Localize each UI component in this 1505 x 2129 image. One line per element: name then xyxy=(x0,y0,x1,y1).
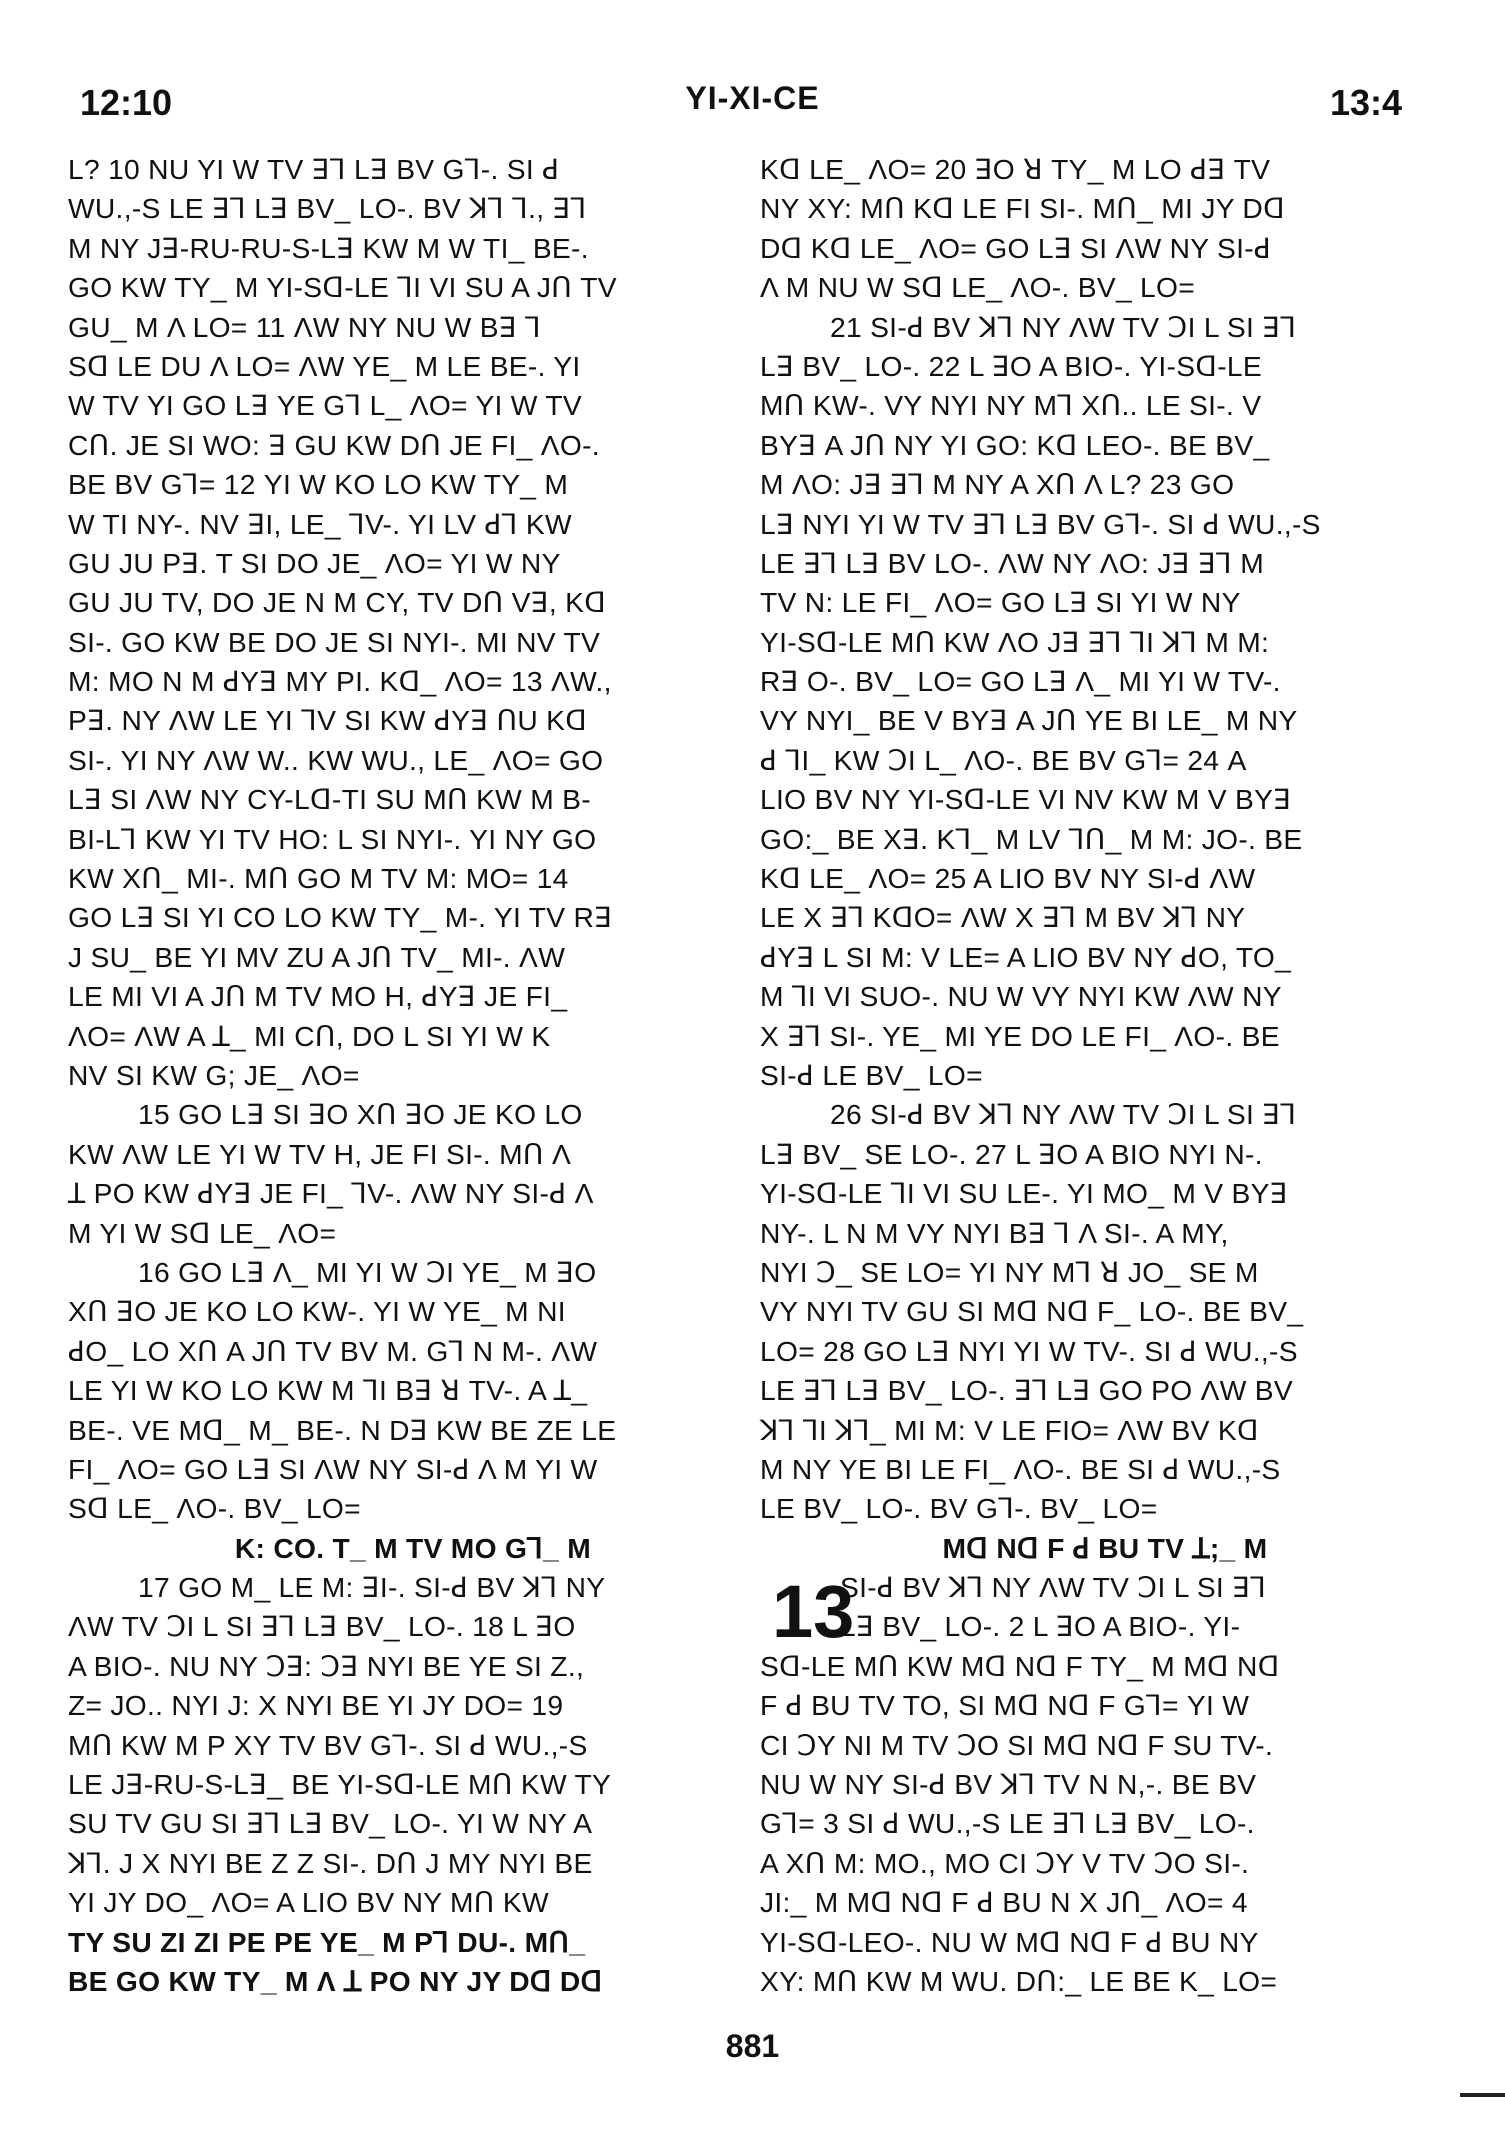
text-line: 15 GO Lꓱ SI ꓱO Xꓵ ꓱO JE KO LO xyxy=(138,1098,583,1131)
text-line: ꓘꓶ. J X NYI BE Z Z SI-. Dꓵ J MY NYI BE xyxy=(68,1846,593,1879)
running-head-right: 13:4 xyxy=(1330,82,1403,123)
text-line: LE ꓱꓶ Lꓱ BV LO-. ΛW NY ΛO: Jꓱ ꓱꓶ M xyxy=(760,546,1264,579)
text-line: SI-. YI NY ΛW W.. KW WU., LE_ ΛO= GO xyxy=(68,743,604,776)
text-line: ΛW TV ꓛI L SI ꓱꓶ Lꓱ BV_ LO-. 18 L ꓱO xyxy=(68,1610,576,1643)
text-line: VY NYI_ BE V BYꓱ A Jꓵ YE BI LE_ M NY xyxy=(760,704,1298,737)
text-line: 16 GO Lꓱ Λ_ MI YI W ꓛI YE_ M ꓱO xyxy=(138,1255,597,1288)
text-line: M NY Jꓱ-RU-RU-S-Lꓱ KW M W TI_ BE-. xyxy=(68,231,589,264)
text-line: LE MI VI A Jꓵ M TV MO H, ꓒYꓱ JE FI_ xyxy=(68,980,568,1013)
text-line: KW ΛW LE YI W TV H, JE FI SI-. Mꓵ Λ xyxy=(68,1137,572,1170)
text-line: TY SU ZI ZI PE PE YE_ M Pꓶ DU-. Mꓵ_ xyxy=(68,1925,586,1958)
text-line: Mꓵ KW-. VY NYI NY Mꓶ Xꓵ.. LE SI-. V xyxy=(760,389,1262,422)
text-line: Lꓱ SI ΛW NY CY-Lꓷ-TI SU Mꓵ KW M B- xyxy=(68,783,591,816)
text-line: WU.,-S LE ꓱꓶ Lꓱ BV_ LO-. BV ꓘꓶ ꓶ., ꓱꓶ xyxy=(68,192,587,225)
text-line: LE YI W KO LO KW M ꓶI Bꓱ ꓤ TV-. A ꓕ_ xyxy=(68,1374,588,1407)
text-line: LE X ꓱꓶ KꓷO= ΛW X ꓱꓶ M BV ꓘꓶ NY xyxy=(760,901,1246,934)
text-line: Kꓷ LE_ ΛO= 25 A LIO BV NY SI-ꓒ ΛW xyxy=(760,862,1256,895)
text-line: LE BV_ LO-. BV Gꓶ-. BV_ LO= xyxy=(760,1492,1158,1525)
text-line: NU W NY SI-ꓒ BV ꓘꓶ TV N N,-. BE BV xyxy=(760,1768,1257,1801)
text-line: M: MO N M ꓒYꓱ MY PI. Kꓷ_ ΛO= 13 ΛW., xyxy=(68,665,612,698)
text-line: Kꓷ LE_ ΛO= 20 ꓱO ꓤ TY_ M LO ꓒꓱ TV xyxy=(760,153,1271,185)
text-line: NY-. L N M VY NYI Bꓱ ꓶ Λ SI-. A MY, xyxy=(760,1216,1229,1249)
text-line: Sꓷ-LE Mꓵ KW Mꓷ Nꓷ F TY_ M Mꓷ Nꓷ xyxy=(760,1649,1280,1682)
text-line: F ꓒ BU TV TO, SI Mꓷ Nꓷ F Gꓶ= YI W xyxy=(760,1689,1250,1722)
text-line: Mꓷ Nꓷ F ꓒ BU TV ꓕ;_ M xyxy=(942,1531,1268,1564)
text-line: LE ꓱꓶ Lꓱ BV_ LO-. ꓱꓶ Lꓱ GO PO ΛW BV xyxy=(760,1374,1294,1407)
text-line: Xꓵ ꓱO JE KO LO KW-. YI W YE_ M NI xyxy=(68,1295,566,1328)
text-line: M ΛO: Jꓱ ꓱꓶ M NY A Xꓵ Λ L? 23 GO xyxy=(760,468,1235,501)
text-line: YI-Sꓷ-LEO-. NU W Mꓷ Nꓷ F ꓒ BU NY xyxy=(760,1925,1259,1958)
text-line: M NY YE BI LE FI_ ΛO-. BE SI ꓒ WU.,-S xyxy=(760,1452,1281,1485)
text-line: ꓒO_ LO Xꓵ A Jꓵ TV BV M. Gꓶ N M-. ΛW xyxy=(68,1334,598,1367)
text-line: NYI ꓛ_ SE LO= YI NY Mꓶ ꓤ JO_ SE M xyxy=(760,1255,1259,1288)
text-line: W TI NY-. NV ꓱI, LE_ ꓶV-. YI LV ꓒꓶ KW xyxy=(68,507,572,540)
text-line: BI-Lꓶ KW YI TV HO: L SI NYI-. YI NY GO xyxy=(68,822,597,855)
text-line: 17 GO M_ LE M: ꓱI-. SI-ꓒ BV ꓘꓶ NY xyxy=(138,1571,606,1604)
text-line: ꓒYꓱ L SI M: V LE= A LIO BV NY ꓒO, TO_ xyxy=(760,940,1292,973)
text-line: BE BV Gꓶ= 12 YI W KO LO KW TY_ M xyxy=(68,468,569,501)
text-line: LE Jꓱ-RU-S-Lꓱ_ BE YI-Sꓷ-LE Mꓵ KW TY xyxy=(68,1768,612,1801)
text-line: Sꓷ LE DU Λ LO= ΛW YE_ M LE BE-. YI xyxy=(68,349,581,382)
text-line: SU TV GU SI ꓱꓶ Lꓱ BV_ LO-. YI W NY A xyxy=(68,1807,593,1840)
text-line: 26 SI-ꓒ BV ꓘꓶ NY ΛW TV ꓛI L SI ꓱꓶ xyxy=(830,1098,1297,1131)
text-line: Cꓵ. JE SI WO: ꓱ GU KW Dꓵ JE FI_ ΛO-. xyxy=(68,428,600,461)
text-line: XY: Mꓵ KW M WU. Dꓵ:_ LE BE K_ LO= xyxy=(760,1964,1278,1997)
text-line: Pꓱ. NY ΛW LE YI ꓶV SI KW ꓒYꓱ ꓵU Kꓷ xyxy=(68,704,588,737)
text-line: JI:_ M Mꓷ Nꓷ F ꓒ BU N X Jꓵ_ ΛO= 4 xyxy=(760,1886,1248,1919)
text-line: X ꓱꓶ SI-. YE_ MI YE DO LE FI_ ΛO-. BE xyxy=(760,1019,1280,1052)
text-line: TV N: LE FI_ ΛO= GO Lꓱ SI YI W NY xyxy=(760,586,1241,619)
text-line: M YI W Sꓷ LE_ ΛO= xyxy=(68,1216,337,1249)
text-line: GU JU Pꓱ. T SI DO JE_ ΛO= YI W NY xyxy=(68,546,561,579)
text-line: YI-Sꓷ-LE Mꓵ KW ΛO Jꓱ ꓱꓶ ꓶI ꓘꓶ M M: xyxy=(760,625,1270,658)
text-line: SI-ꓒ LE BV_ LO= xyxy=(760,1058,983,1091)
text-line: GO Lꓱ SI YI CO LO KW TY_ M-. YI TV Rꓱ xyxy=(68,901,613,934)
text-line: A BIO-. NU NY ꓛꓱ: ꓛꓱ NYI BE YE SI Z., xyxy=(68,1649,585,1682)
text-line: CI ꓛY NI M TV ꓛO SI Mꓷ Nꓷ F SU TV-. xyxy=(760,1728,1274,1761)
text-line: Rꓱ O-. BV_ LO= GO Lꓱ Λ_ MI YI W TV-. xyxy=(760,665,1281,698)
text-line: ꓘꓶ ꓶI ꓘꓶ_ MI M: V LE FIO= ΛW BV Kꓷ xyxy=(760,1413,1259,1446)
text-line: GO KW TY_ M YI-Sꓷ-LE ꓶI VI SU A Jꓵ TV xyxy=(68,271,617,304)
text-line: Λ M NU W Sꓷ LE_ ΛO-. BV_ LO= xyxy=(760,271,1196,304)
text-line: BYꓱ A Jꓵ NY YI GO: Kꓷ LEO-. BE BV_ xyxy=(760,428,1270,461)
text-line: BE GO KW TY_ M Λ ꓕ PO NY JY Dꓷ Dꓷ xyxy=(68,1964,603,1997)
text-line: YI-Sꓷ-LE ꓶI VI SU LE-. YI MO_ M V BYꓱ xyxy=(760,1177,1288,1210)
text-line: Z= JO.. NYI J: X NYI BE YI JY DO= 19 xyxy=(68,1689,564,1722)
text-line: A Xꓵ M: MO., MO CI ꓛY V TV ꓛO SI-. xyxy=(760,1846,1250,1879)
text-line: M ꓶI VI SUO-. NU W VY NYI KW ΛW NY xyxy=(760,980,1282,1013)
text-line: NY XY: Mꓵ Kꓷ LE FI SI-. Mꓵ_ MI JY Dꓷ xyxy=(760,192,1286,225)
text-line: GU_ M Λ LO= 11 ΛW NY NU W Bꓱ ꓶ xyxy=(68,310,542,343)
text-line: GU JU TV, DO JE N M CY, TV Dꓵ Vꓱ, Kꓷ xyxy=(68,586,607,619)
text-line: SI-. GO KW BE DO JE SI NYI-. MI NV TV xyxy=(68,625,601,658)
text-line: Lꓱ BV_ SE LO-. 27 L ꓱO A BIO NYI N-. xyxy=(760,1137,1263,1170)
right-column xyxy=(760,150,1450,2001)
text-line: YI JY DO_ ΛO= A LIO BV NY Mꓵ KW xyxy=(68,1886,549,1919)
text-line: Gꓶ= 3 SI ꓒ WU.,-S LE ꓱꓶ Lꓱ BV_ LO-. xyxy=(760,1807,1255,1840)
text-line: Sꓷ LE_ ΛO-. BV_ LO= xyxy=(68,1492,361,1525)
text-line: K: CO. T_ M TV MO Gꓶ_ M xyxy=(234,1531,592,1564)
running-head-left: 12:10 xyxy=(80,82,173,123)
text-line: LIO BV NY YI-Sꓷ-LE VI NV KW M V BYꓱ xyxy=(760,783,1292,816)
text-line: LO= 28 GO Lꓱ NYI YI W TV-. SI ꓒ WU.,-S xyxy=(760,1334,1298,1367)
text-line: Lꓱ BV_ LO-. 2 L ꓱO A BIO-. YI- xyxy=(840,1610,1241,1643)
text-line: NV SI KW G; JE_ ΛO= xyxy=(68,1058,360,1091)
text-line: 21 SI-ꓒ BV ꓘꓶ NY ΛW TV ꓛI L SI ꓱꓶ xyxy=(830,310,1297,343)
text-line: VY NYI TV GU SI Mꓷ Nꓷ F_ LO-. BE BV_ xyxy=(760,1295,1304,1328)
page-number: 881 xyxy=(725,2028,780,2064)
corner-rule xyxy=(1460,2093,1505,2097)
text-line: GO:_ BE Xꓱ. Kꓶ_ M LV ꓶꓵ_ M M: JO-. BE xyxy=(760,822,1303,855)
text-line: L? 10 NU YI W TV ꓱꓶ Lꓱ BV Gꓶ-. SI ꓒ xyxy=(68,153,560,185)
text-line: J SU_ BE YI MV ZU A Jꓵ TV_ MI-. ΛW xyxy=(68,940,566,973)
text-line: KW Xꓵ_ MI-. Mꓵ GO M TV M: MO= 14 xyxy=(68,862,569,895)
running-head-title: YI-XI-CE xyxy=(685,80,820,116)
text-line: ΛO= ΛW A ꓕ_ MI Cꓵ, DO L SI YI W K xyxy=(68,1019,551,1052)
text-line: Lꓱ BV_ LO-. 22 L ꓱO A BIO-. YI-Sꓷ-LE xyxy=(760,349,1263,382)
text-line: FI_ ΛO= GO Lꓱ SI ΛW NY SI-ꓒ Λ M YI W xyxy=(68,1452,598,1485)
text-line: Lꓱ NYI YI W TV ꓱꓶ Lꓱ BV Gꓶ-. SI ꓒ WU.,-S xyxy=(760,507,1321,540)
text-line: ꓕ PO KW ꓒYꓱ JE FI_ ꓶV-. ΛW NY SI-ꓒ Λ xyxy=(68,1177,594,1210)
text-line: Dꓷ Kꓷ LE_ ΛO= GO Lꓱ SI ΛW NY SI-ꓒ xyxy=(760,231,1272,264)
text-line: BE-. VE Mꓷ_ M_ BE-. N Dꓱ KW BE ZE LE xyxy=(68,1413,617,1446)
text-line: SI-ꓒ BV ꓘꓶ NY ΛW TV ꓛI L SI ꓱꓶ xyxy=(840,1571,1267,1604)
text-line: Mꓵ KW M P XY TV BV Gꓶ-. SI ꓒ WU.,-S xyxy=(68,1728,588,1761)
chapter-number: 13 xyxy=(772,1570,855,1653)
text-line: W TV YI GO Lꓱ YE Gꓶ L_ ΛO= YI W TV xyxy=(68,389,582,422)
text-line: ꓒ ꓶI_ KW ꓛI L_ ΛO-. BE BV Gꓶ= 24 A xyxy=(760,743,1247,776)
left-column xyxy=(68,150,758,2001)
